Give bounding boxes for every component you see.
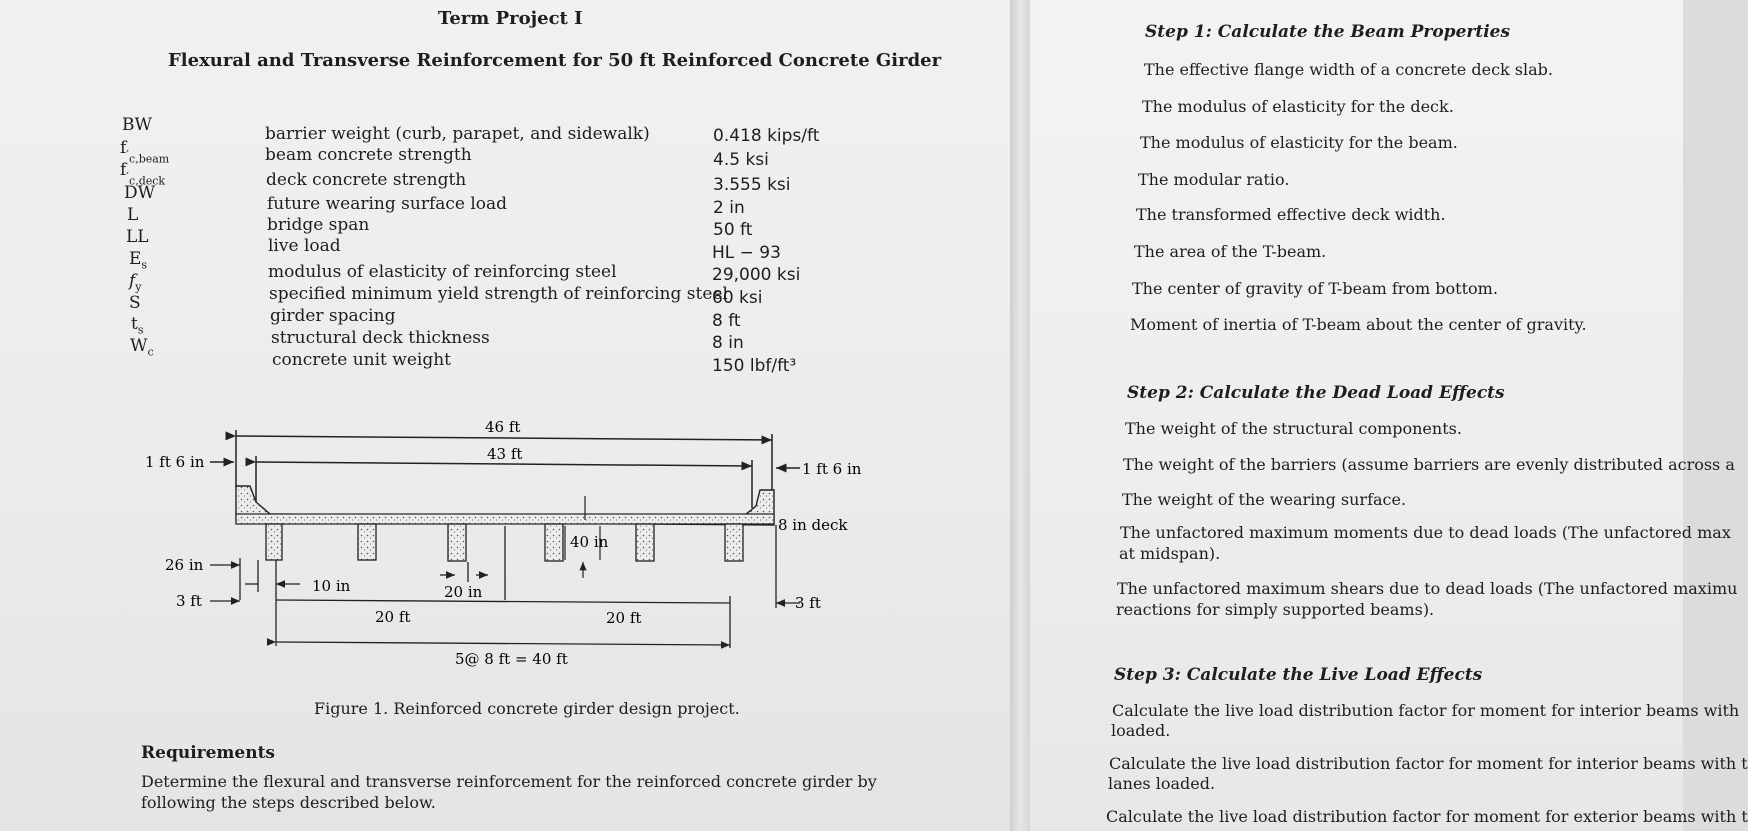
param-desc: bridge span (267, 215, 370, 235)
param-value: 3.555 ksi (713, 175, 791, 195)
requirements-text: Determine the flexural and transverse reinforcement for the reinforced concrete girder by (141, 772, 877, 791)
param-symbol: LL (126, 227, 149, 247)
page-title: Term Project I (438, 8, 583, 29)
girder (358, 524, 376, 560)
book-gutter (1010, 0, 1030, 831)
param-value: 150 lbf/ft³ (712, 356, 797, 376)
step2-item: reactions for simply supported beams). (1116, 600, 1435, 619)
param-desc: modulus of elasticity of reinforcing steel (268, 262, 617, 282)
param-desc: live load (268, 236, 341, 256)
page-subtitle: Flexural and Transverse Reinforcement for 50 ft Reinforced Concrete Girder (168, 50, 942, 71)
param-symbol: L (127, 205, 139, 225)
dim-label-8in-deck: 8 in deck (778, 516, 848, 534)
dim-label-43ft: 43 ft (487, 445, 523, 463)
dim-label-1ft6-right: 1 ft 6 in (802, 460, 862, 478)
param-value: 8 in (712, 333, 744, 353)
param-symbol: $W_c$ (130, 336, 154, 359)
girder (545, 524, 563, 561)
step1-item: The area of the T-beam. (1134, 242, 1327, 261)
param-symbol: BW (122, 115, 152, 135)
param-symbol: DW (124, 183, 156, 203)
dim-label-3ft-left: 3 ft (176, 592, 202, 610)
param-symbol: $f_{'_{c,deck}}$ (120, 160, 166, 188)
step3-item: Calculate the live load distribution factor for moment for interior beams with t (1109, 754, 1748, 773)
step2-item: The unfactored maximum moments due to dead loads (The unfactored max (1120, 523, 1731, 542)
param-desc: barrier weight (curb, parapet, and sidewalk) (265, 124, 650, 144)
param-value: HL − 93 (712, 243, 781, 263)
step3-item: Calculate the live load distribution factor for moment for exterior beams with t (1106, 807, 1748, 826)
step1-heading: Step 1: Calculate the Beam Properties (1145, 22, 1511, 42)
step2-item: at midspan). (1119, 544, 1221, 563)
requirements-heading: Requirements (141, 743, 276, 763)
step1-item: The modulus of elasticity for the deck. (1142, 97, 1454, 116)
figure-caption: Figure 1. Reinforced concrete girder design project. (314, 699, 740, 718)
param-symbol: $f_y$ (129, 271, 142, 294)
requirements-text: following the steps described below. (141, 793, 436, 812)
dim-label-26in: 26 in (165, 556, 204, 574)
dimension-line-46ft (236, 436, 772, 440)
girder (448, 524, 466, 561)
step3-item: lanes loaded. (1108, 774, 1216, 793)
step2-item: The weight of the structural components. (1125, 419, 1462, 438)
dim-label-20ft: 20 ft (606, 609, 642, 627)
param-value: 8 ft (712, 311, 741, 331)
param-desc: future wearing surface load (267, 194, 508, 214)
dim-label-10in: 10 in (312, 577, 351, 595)
step2-item: The weight of the barriers (assume barriers are evenly distributed across a (1123, 455, 1735, 474)
step1-item: The modular ratio. (1138, 170, 1290, 189)
param-desc: beam concrete strength (265, 145, 472, 165)
param-desc: structural deck thickness (271, 328, 490, 348)
param-symbol: $t_s$ (131, 314, 144, 337)
dim-label-20ft: 20 ft (375, 608, 411, 626)
param-value: 50 ft (713, 220, 753, 240)
girder (266, 524, 282, 560)
dim-label-20in: 20 in (444, 583, 483, 601)
param-symbol: S (129, 293, 141, 313)
step3-item: loaded. (1111, 721, 1171, 740)
param-desc: specified minimum yield strength of reinforcing steel (269, 284, 728, 304)
step1-item: The transformed effective deck width. (1136, 205, 1446, 224)
right-page (1030, 0, 1748, 831)
girder (725, 524, 743, 561)
girder (636, 524, 654, 561)
dimension-line-40ft (276, 642, 730, 645)
step3-heading: Step 3: Calculate the Live Load Effects (1114, 665, 1483, 685)
param-symbol: $E_s$ (129, 249, 148, 272)
param-desc: deck concrete strength (266, 170, 467, 190)
step1-item: The modulus of elasticity for the beam. (1140, 133, 1458, 152)
step2-item: The unfactored maximum shears due to dead loads (The unfactored maximu (1117, 579, 1738, 598)
step2-item: The weight of the wearing surface. (1122, 490, 1407, 509)
param-value: 2 in (713, 198, 745, 218)
param-value: 29,000 ksi (712, 265, 801, 285)
dim-label-3ft-right: 3 ft (795, 594, 821, 612)
step1-item: Moment of inertia of T-beam about the center of gravity. (1130, 315, 1587, 334)
param-value: 0.418 kips/ft (713, 126, 820, 146)
param-value: 4.5 ksi (713, 150, 769, 170)
step3-item: Calculate the live load distribution factor for moment for interior beams with (1112, 701, 1740, 720)
step1-item: The effective flange width of a concrete deck slab. (1144, 60, 1553, 79)
dim-label-46ft: 46 ft (485, 418, 521, 436)
param-desc: girder spacing (270, 306, 396, 326)
dim-label-1ft6-left: 1 ft 6 in (145, 453, 205, 471)
step1-item: The center of gravity of T-beam from bottom. (1132, 279, 1498, 298)
param-symbol: $f_{'_{c,beam}}$ (120, 138, 170, 166)
dim-label-total-span: 5@ 8 ft = 40 ft (455, 650, 568, 668)
param-desc: concrete unit weight (272, 350, 451, 370)
dim-label-40in: 40 in (570, 533, 609, 551)
param-value: 60 ksi (712, 288, 763, 308)
step2-heading: Step 2: Calculate the Dead Load Effects (1127, 383, 1505, 403)
